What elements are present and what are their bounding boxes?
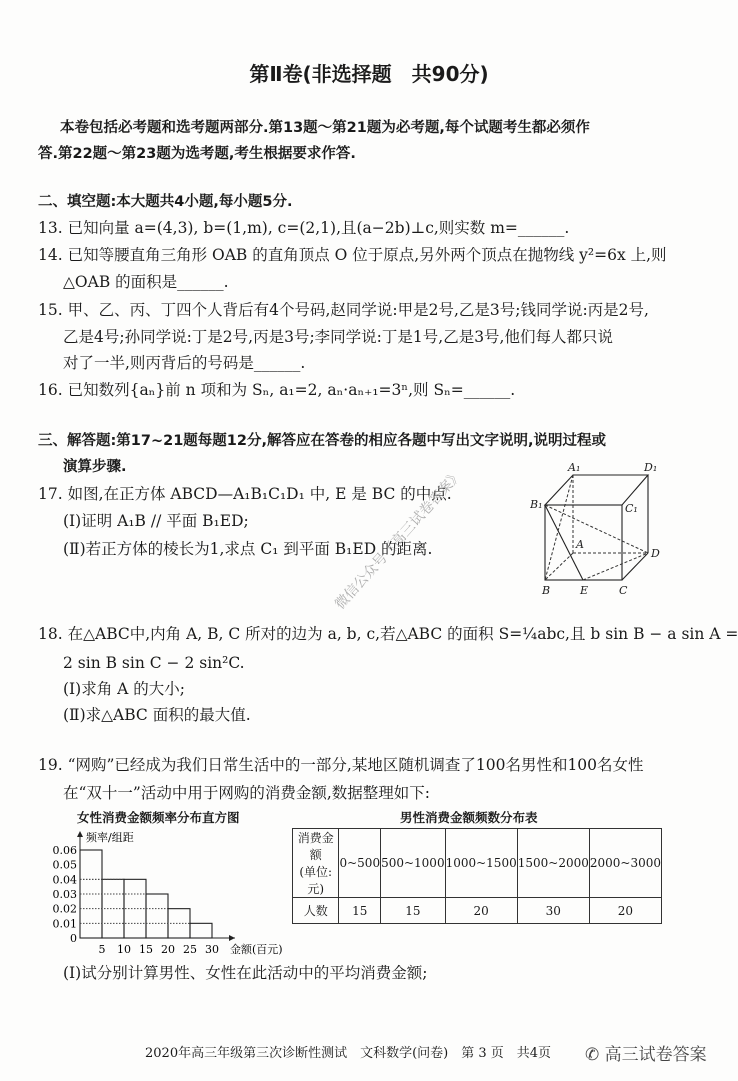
range-cell: 1000~1500 (445, 829, 517, 898)
intro-line: 本卷包括必考题和选考题两部分.第13题～第21题为必考题,每个试题考生都必须作 (60, 120, 590, 136)
x-tick-label: 25 (183, 943, 197, 956)
label-C1: C₁ (625, 502, 638, 515)
question-14: 14. 已知等腰直角三角形 OAB 的直角顶点 O 位于原点,另外两个顶点在抛物线 y²=6x 上,则 (38, 246, 667, 264)
question-17-part1: (Ⅰ)证明 A₁B // 平面 B₁ED; (63, 512, 249, 530)
x-tick-label: 15 (139, 943, 153, 956)
page-footer: 2020年高三年级第三次诊断性测试 文科数学(问卷) 第 3 页 共4页 (145, 1046, 552, 1061)
range-cell: 1500~2000 (517, 829, 589, 898)
label-B1: B₁ (530, 498, 543, 511)
cube-figure (530, 460, 670, 600)
question-18-cont: 2 sin B sin C − 2 sin²C. (63, 654, 245, 672)
question-19-part1: (Ⅰ)试分别计算男性、女性在此活动中的平均消费金额; (63, 964, 428, 982)
y-tick-label: 0.06 (52, 844, 77, 857)
histogram (40, 825, 290, 960)
question-15: 15. 甲、乙、丙、丁四个人背后有4个号码,赵同学说:甲是2号,乙是3号;钱同学说:丙是2号, (38, 301, 649, 319)
label-D: D (651, 547, 660, 560)
histogram-title: 女性消费金额频率分布直方图 (77, 810, 240, 825)
question-19: 19. “网购”已经成为我们日常生活中的一部分,某地区随机调查了100名男性和100名女性 (38, 756, 644, 774)
y-tick-label: 0.04 (52, 873, 77, 887)
section-heading-cont: 演算步骤. (63, 459, 127, 475)
section-heading: 二、填空题:本大题共4小题,每小题5分. (38, 194, 293, 210)
x-tick-label: 10 (117, 943, 131, 956)
count-cell: 30 (517, 898, 589, 924)
x-tick-label: 30 (205, 943, 219, 956)
question-16: 16. 已知数列{aₙ}前 n 项和为 Sₙ, a₁=2, aₙ·aₙ₊₁=3ⁿ,则 Sₙ=______. (38, 381, 516, 399)
male-spending-table (292, 828, 662, 924)
question-17-part2: (Ⅱ)若正方体的棱长为1,求点 C₁ 到平面 B₁ED 的距离. (63, 540, 433, 558)
page-title: 第Ⅱ卷(非选择题 共90分) (249, 62, 489, 86)
y-tick-label: 0.05 (52, 858, 77, 872)
question-19-cont: 在“双十一”活动中用于网购的消费金额,数据整理如下: (63, 784, 430, 802)
header-cell (293, 829, 339, 898)
y-axis-label: 频率/组距 (86, 831, 134, 844)
wechat-icon: ✆ (585, 1045, 605, 1065)
diagonal-watermark: 微信公众号《高三试卷答案》 (332, 466, 466, 613)
question-18-part1: (Ⅰ)求角 A 的大小; (63, 680, 185, 698)
range-cell: 0~500 (339, 829, 381, 898)
histogram-bar (190, 923, 212, 938)
header-line: (单位:元) (299, 865, 333, 896)
range-cell: 500~1000 (381, 829, 446, 898)
y-tick-label: 0.03 (52, 888, 77, 901)
label-B: B (542, 584, 551, 597)
histogram-bar (146, 894, 168, 938)
count-cell: 15 (339, 898, 381, 924)
range-cell: 2000~3000 (589, 829, 661, 898)
table-title: 男性消费金额频数分布表 (400, 810, 538, 825)
intro-line: 答.第22题～第23题为选考题,考生根据要求作答. (38, 146, 356, 162)
label-E: E (580, 584, 589, 597)
x-axis-label: 金额(百元) (230, 943, 283, 956)
watermark-text: 高三试卷答案 (604, 1045, 707, 1065)
section-heading: 三、解答题:第17~21题每题12分,解答应在答卷的相应各题中写出文字说明,说明过程或 (38, 433, 606, 449)
watermark (585, 1040, 707, 1065)
label-A1: A₁ (568, 461, 581, 474)
label-C: C (619, 584, 628, 597)
row-label: 人数 (293, 898, 339, 924)
label-D1: D₁ (644, 461, 658, 474)
question-15-cont: 乙是4号;孙同学说:丁是2号,丙是3号;李同学说:丁是1号,乙是3号,他们每人都只说 (63, 328, 613, 346)
question-13: 13. 已知向量 a=(4,3), b=(1,m), c=(2,1),且(a−2b)⊥c,则实数 m=______. (38, 219, 570, 237)
header-line: 消费金额 (297, 831, 334, 862)
x-axis-arrow (229, 935, 235, 941)
count-cell: 15 (381, 898, 446, 924)
question-15-cont: 对了一半,则丙背后的号码是______. (63, 354, 306, 372)
label-A: A (576, 538, 584, 551)
y-tick-label: 0.02 (52, 902, 77, 916)
count-cell: 20 (445, 898, 517, 924)
question-18: 18. 在△ABC中,内角 A, B, C 所对的边为 a, b, c,若△ABC 的面积 S=¼abc,且 b sin B − a sin A = (38, 625, 738, 643)
count-cell: 20 (589, 898, 661, 924)
x-tick-label: 20 (161, 943, 175, 956)
question-18-part2: (Ⅱ)求△ABC 面积的最大值. (63, 706, 251, 724)
question-17: 17. 如图,在正方体 ABCD—A₁B₁C₁D₁ 中, E 是 BC 的中点. (38, 485, 452, 503)
y-tick-label: 0.01 (52, 917, 77, 931)
question-14-cont: △OAB 的面积是______. (63, 273, 229, 291)
x-tick-label: 5 (98, 943, 106, 956)
y-axis-arrow (77, 831, 83, 837)
y-tick-label: 0 (70, 932, 77, 945)
